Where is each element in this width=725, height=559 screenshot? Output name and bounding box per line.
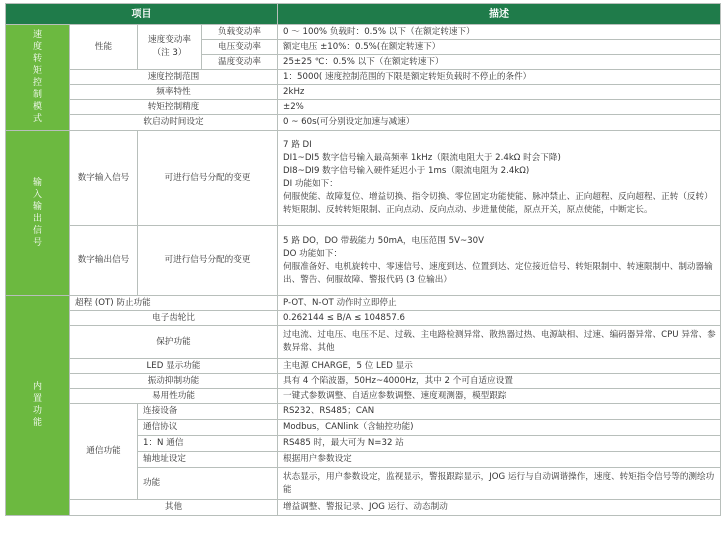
overtravel-label: 超程 (OT) 防止功能	[70, 296, 278, 311]
voltage-variation-label: 电压变动率	[202, 40, 278, 55]
table-row	[6, 311, 721, 326]
digital-input-assign: 可进行信号分配的变更	[138, 131, 278, 226]
table-header-row	[6, 4, 721, 25]
usability-label: 易用性功能	[70, 389, 278, 404]
table-row	[6, 25, 721, 40]
speed-variation-label: 速度变动率（注 3）	[138, 25, 202, 70]
comm-protocol-label: 通信协议	[138, 420, 278, 436]
table-row	[6, 70, 721, 85]
load-variation-desc: 0 ～ 100% 负载时：0.5% 以下（在额定转速下）	[278, 25, 721, 40]
comm-1n-label: 1：N 通信	[138, 436, 278, 452]
performance-label: 性能	[70, 25, 138, 70]
table-row	[6, 359, 721, 374]
digital-input-label: 数字输入信号	[70, 131, 138, 226]
header-item: 项目	[6, 4, 278, 25]
other-label: 其他	[70, 500, 278, 516]
comm-axis-address-desc: 根据用户参数设定	[278, 452, 721, 468]
soft-start-desc: 0 ~ 60s(可分别设定加速与减速）	[278, 115, 721, 131]
communication-label: 通信功能	[70, 404, 138, 500]
speed-range-label: 速度控制范围	[70, 70, 278, 85]
spec-table	[5, 3, 721, 516]
digital-output-desc: 5 路 DO，DO 带载能力 50mA，电压范围 5V~30V DO 功能如下： 伺服准备好、电机旋转中、零速信号、速度到达、位置到达、定位接近信号、转矩限制中、转速限制中、制动器输出、警告、伺服故障、警报代码 (3 位输出）	[278, 226, 721, 296]
frequency-label: 频率特性	[70, 85, 278, 100]
other-desc: 增益调整、警报记录、JOG 运行、动态制动	[278, 500, 721, 516]
usability-desc: 一键式参数调整、自适应参数调整、速度观测器，模型跟踪	[278, 389, 721, 404]
table-row	[6, 404, 721, 420]
overtravel-desc: P-OT、N-OT 动作时立即停止	[278, 296, 721, 311]
digital-output-assign: 可进行信号分配的变更	[138, 226, 278, 296]
protection-desc: 过电流、过电压、电压不足、过载、主电路检测异常、散热器过热、电源缺相、过速、编码器异常、CPU 异常、参数异常、其他	[278, 326, 721, 359]
temperature-variation-label: 温度变动率	[202, 55, 278, 70]
speed-range-desc: 1：5000( 速度控制范围的下限是额定转矩负载时不停止的条件）	[278, 70, 721, 85]
frequency-desc: 2kHz	[278, 85, 721, 100]
table-row	[6, 131, 721, 226]
category-io-signals: 输入输出信号	[6, 131, 70, 296]
table-row	[6, 296, 721, 311]
digital-input-desc: 7 路 DI DI1~DI5 数字信号输入最高频率 1kHz（限流电阻大于 2.4kΩ 时会下降) DI8~DI9 数字信号输入硬件延迟小于 1ms（限流电阻为 2.4kΩ) DI 功能如下： 伺服使能、故障复位、增益切换、指令切换、零位固定功能使能、脉冲禁止、正向超程、反向超程、正转（反转）转矩限制、反转转矩限制、正向点动、反向点动、步进量使能，原点开关，原点使能，中断定长。	[278, 131, 721, 226]
category-speed-torque: 速度转矩控制模式	[6, 25, 70, 131]
comm-function-desc: 状态显示，用户参数设定，监视显示，警报跟踪显示，JOG 运行与自动调谐操作，速度、转矩指令信号等的测绘功能	[278, 468, 721, 500]
header-description: 描述	[278, 4, 721, 25]
comm-device-desc: RS232、RS485；CAN	[278, 404, 721, 420]
comm-axis-address-label: 轴地址设定	[138, 452, 278, 468]
vibration-desc: 具有 4 个陷波器，50Hz~4000Hz，其中 2 个可自适应设置	[278, 374, 721, 389]
table-row	[6, 100, 721, 115]
table-row	[6, 115, 721, 131]
torque-accuracy-desc: ±2%	[278, 100, 721, 115]
temperature-variation-desc: 25±25 ℃：0.5% 以下（在额定转速下）	[278, 55, 721, 70]
led-display-desc: 主电源 CHARGE，5 位 LED 显示	[278, 359, 721, 374]
gear-ratio-desc: 0.262144 ≤ B/A ≤ 104857.6	[278, 311, 721, 326]
led-display-label: LED 显示功能	[70, 359, 278, 374]
table-row	[6, 500, 721, 516]
vibration-label: 振动抑制功能	[70, 374, 278, 389]
table-row	[6, 374, 721, 389]
table-row	[6, 85, 721, 100]
soft-start-label: 软启动时间设定	[70, 115, 278, 131]
gear-ratio-label: 电子齿轮比	[70, 311, 278, 326]
table-row	[6, 226, 721, 296]
table-row	[6, 389, 721, 404]
comm-1n-desc: RS485 时，最大可为 N=32 站	[278, 436, 721, 452]
comm-protocol-desc: Modbus，CANlink（含轴控功能)	[278, 420, 721, 436]
voltage-variation-desc: 额定电压 ±10%：0.5%(在额定转速下）	[278, 40, 721, 55]
comm-device-label: 连接设备	[138, 404, 278, 420]
table-row	[6, 326, 721, 359]
category-builtin: 内置功能	[6, 296, 70, 516]
load-variation-label: 负载变动率	[202, 25, 278, 40]
torque-accuracy-label: 转矩控制精度	[70, 100, 278, 115]
protection-label: 保护功能	[70, 326, 278, 359]
comm-function-label: 功能	[138, 468, 278, 500]
digital-output-label: 数字输出信号	[70, 226, 138, 296]
